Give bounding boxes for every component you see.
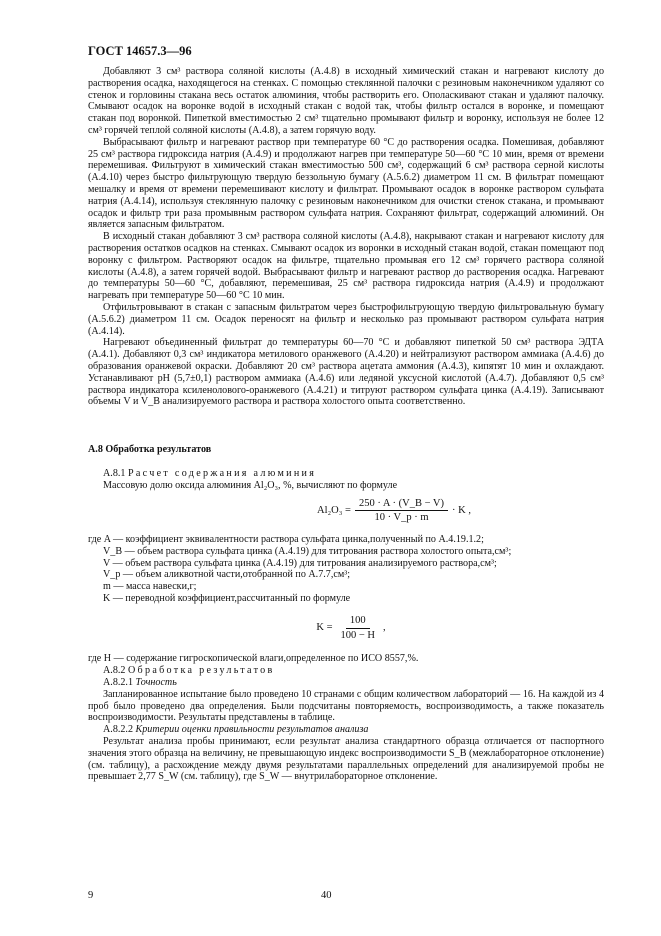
paragraph: Нагревают объединенный фильтрат до температуры 60—70 °С и добавляют пипеткой 50 см³ раствора ЭДТА (А.4.1). Добавляют 0,3 см³ индикатора метилового оранжевого (А.4.20) и нейтрализуют раствором аммиака (А.4.6) до образования оранжевой окраски. Добавляют 20 см³ раствора ацетата аммония (А.4.3), кипятят 10 мин и охлаждают. Устанавливают pH (5,7±0,1) раствором аммиака (А.4.6) или ледяной уксусной кислотой (А.4.7). Добавляют 0,5 см³ раствора индикатора ксиленолового-оранжевого (А.4.21) и титруют раствором сульфата цинка (А.4.19). Записывают объемы V и V_B анализируемого раствора и раствора холостого опыта соответственно. — [88, 337, 604, 408]
paragraph: Результат анализа пробы принимают, если результат анализа стандартного образца отличается от паспортного значения этого образца на величину, не превышающую индекс воспроизводимости S_B (межлабораторное отклонение) (см. таблицу), а расхождение между двумя результатами параллельных определений для анализируемой пробы не превышает 2,77 S_W (см. таблицу), где S_W — внутрилабораторное отклонение. — [88, 736, 604, 783]
variable-definition: где A — коэффициент эквивалентности раствора сульфата цинка,полученный по А.4.19.1.2; — [88, 534, 484, 546]
subsection-title: Расчет содержания алюминия — [127, 467, 317, 479]
subsection-title: Критерии оценки правильности результатов анализа — [135, 724, 369, 736]
formula-denominator: 100 − H — [340, 629, 376, 641]
variable-definition: K — переводной коэффициент,рассчитанный по формуле — [103, 593, 351, 605]
paragraph: Запланированное испытание было проведено 10 странами с общим количеством лабораторий — 16. На каждой из 4 проб было проведено два определения. Были подсчитаны повторяемость, воспроизводимость, а также показатель воспроизводимости. Результаты представлены в таблице. — [88, 688, 604, 724]
page-number: 40 — [321, 890, 332, 901]
footer-mark: 9 — [88, 890, 94, 901]
formula-tail: · K , — [452, 504, 471, 516]
paragraph: Выбрасывают фильтр и нагревают раствор при температуре 60 °С до растворения осадка. Помешивая, добавляют 25 см³ раствора гидроксида натрия (А.4.9) и продолжают нагрев при температуре 50—60 °С 10 мин, время от времени перемешивая. Фильтруют в химический стакан вместимостью 500 см³, содержащий 6 см³ раствора серной кислоты (А.4.10) через быстро фильтрующую твердую беззольную бумагу (А.5.6.2) диаметром 11 см. В фильтрат помещают мешалку и время от времени перемешивают кислоту и фильтрат. Промывают осадок в воронке раствором сульфата натрия (А.4.14), используя стеклянную палочку с резиновым наконечником для очистки стенок стакана, и промывают осадок и фильтр три раза промывным раствором сульфата натрия. Сохраняют фильтрат, содержащий алюминий. Он является запасным фильтратом. — [88, 136, 604, 231]
formula-fraction — [355, 498, 448, 525]
formula-numerator: 100 — [346, 615, 370, 629]
variable-definition: где H — содержание гигроскопической влаги,определенное по ИСО 8557,%. — [88, 653, 419, 665]
subsection-title: Обработка результатов — [127, 665, 275, 677]
subsection-heading — [88, 677, 604, 689]
paragraph: Отфильтровывают в стакан с запасным фильтратом через быстрофильтрующую твердую фильтровальную бумагу (А.5.6.2) диаметром 11 см. Осадок переносят на фильтр и несколько раз промывают раствором сульфата натрия (А.4.14). — [88, 301, 604, 337]
formula-k — [98, 615, 604, 642]
subsection-title: Точность — [135, 677, 177, 689]
section-title: А.8 Обработка результатов — [88, 444, 212, 456]
formula-lhs: K = — [316, 622, 333, 634]
formula-lhs: Al₂O₃ = — [317, 504, 351, 516]
variable-definition: m — масса навески,г; — [103, 581, 197, 593]
document-header: ГОСТ 14657.3—96 — [88, 44, 192, 58]
spacer — [88, 408, 604, 444]
subsection-heading — [88, 665, 604, 677]
variable-definition: V_р — объем аликвотной части,отобранной по А.7.7,см³; — [103, 569, 351, 581]
formula-numerator: 250 · A · (V_B − V) — [355, 498, 448, 512]
formula-fraction — [337, 615, 380, 642]
formula-denominator: 10 · V_р · m — [374, 512, 429, 524]
subsection-heading — [88, 468, 604, 480]
variable-list — [88, 534, 604, 605]
formula-intro: Массовую долю оксида алюминия Al₂O₃, %, вычисляют по формуле — [103, 479, 398, 491]
subsection-number: А.8.2 — [103, 665, 126, 677]
document-body — [88, 66, 604, 783]
formula-al2o3 — [184, 498, 604, 525]
subsection-number: А.8.2.1 — [103, 677, 134, 689]
paragraph: Добавляют 3 см³ раствора соляной кислоты (А.4.8) в исходный химический стакан и нагревают кислоту до растворения осадка, находящегося на стенках. С помощью стеклянной палочки с резиновым наконечником удаляют со стенок и горловины стакана весь остаток алюминия, чтобы растворить его. Ополаскивают стакан и удаляют палочку. Смывают осадок на воронке водой в исходный стакан с водой так, чтобы фильтр остался в воронке, и помещают стакан под воронкой. Пипеткой вместимостью 2 см³ тщательно промывают фильтр и воронку, используя не более 12 см³ горячей теплой соляной кислоты (А.4.8), а затем горячую воду. — [88, 66, 604, 136]
subsection-heading — [88, 724, 604, 736]
variable-definition: V_B — объем раствора сульфата цинка (А.4.19) для титрования раствора холостого опыта,см³; — [103, 545, 512, 557]
paragraph: В исходный стакан добавляют 3 см³ раствора соляной кислоты (А.4.8), накрывают стакан и нагревают кислоту для растворения остатков осадков на стенках. Смывают осадок из воронки в исходный стакан водой, стакан помещают под воронку с фильтром. Растворяют осадок на фильтре, тщательно промывая его 12 см³ горячего раствора соляной кислоты (А.4.8), а затем горячей водой. Выбрасывают фильтр и нагревают раствор до растворения осадка. Нагревают до температуры 50—60 °С, добавляют, перемешивая, 25 см³ раствора гидроксида натрия (А.4.9) и продолжают нагревать при температуре 50—60 °С 10 мин. — [88, 231, 604, 302]
variable-definition: V — объем раствора сульфата цинка (А.4.19) для титрования анализируемого раствора,см³; — [103, 557, 497, 569]
subsection-number: А.8.1 — [103, 467, 126, 479]
subsection-number: А.8.2.2 — [103, 724, 134, 736]
formula-tail: , — [383, 622, 386, 634]
